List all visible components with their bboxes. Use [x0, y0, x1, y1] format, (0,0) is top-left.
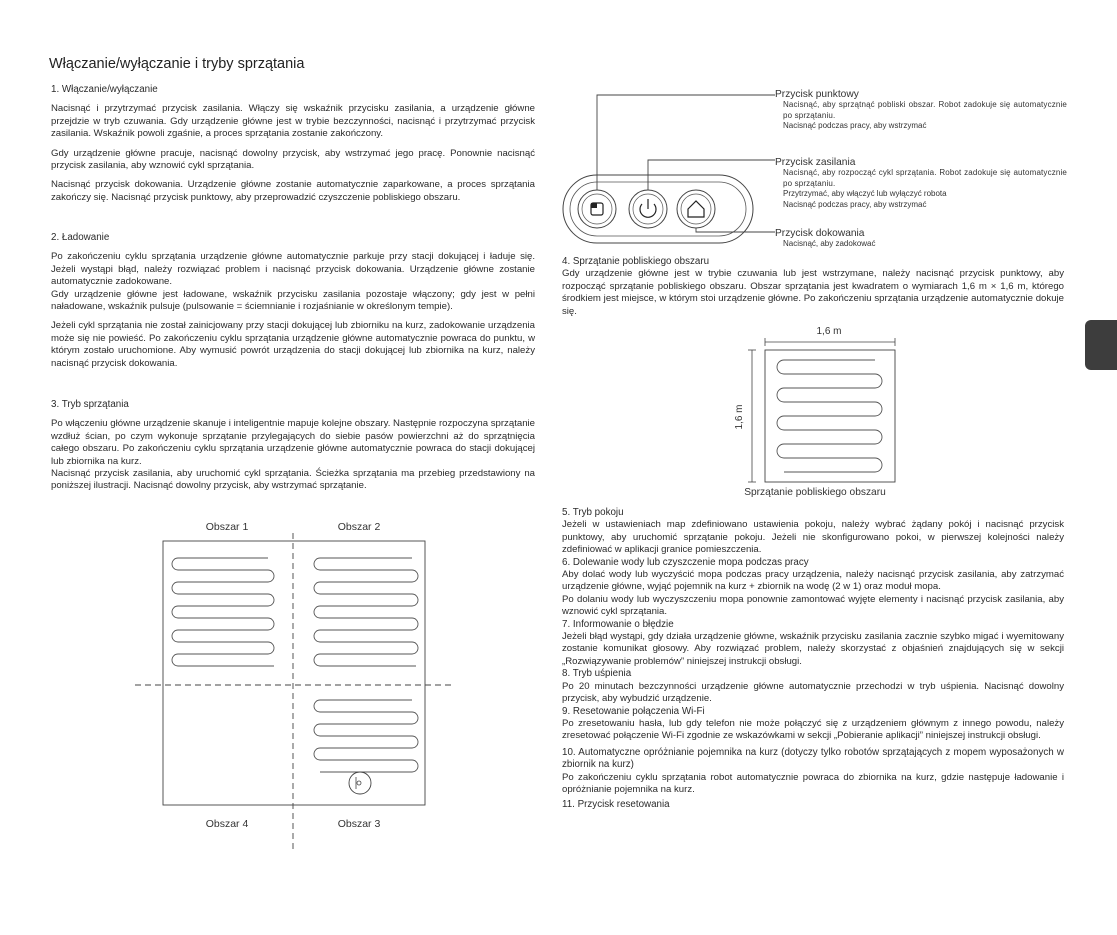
- home-icon: [688, 201, 704, 217]
- power-button-callout: [775, 157, 1067, 210]
- power-button-desc: Nacisnąć, aby rozpocząć cykl sprzątania. Robot zadokuje się automatycznie po sprzątaniu.: [783, 168, 1067, 188]
- section-9-heading: 9. Resetowanie połączenia Wi-Fi: [562, 705, 705, 717]
- section-6-paragraph: Po dolaniu wody lub wyczyszczeniu mopa ponownie zamontować wyjęte elementy i nacisnąć przycisk zasilania, aby wznowić cykl sprzątania.: [562, 593, 1064, 618]
- room-outline: [163, 541, 425, 805]
- section-2-heading: 2. Ładowanie: [51, 232, 110, 243]
- area-2-label: Obszar 2: [337, 521, 381, 533]
- power-button[interactable]: [629, 190, 667, 228]
- button-panel-diagram: [555, 85, 775, 260]
- section-5-paragraph: Jeżeli w ustawieniach map zdefiniowano ustawienia pokoju, należy wybrać żądany pokój i nacisnąć przycisk punktowy, aby uruchomić sprzątanie pokoju. Jeżeli nie skonfigurowano pokoi, w pierwszej kolejności należy zdefiniować w aplikacji granice pomieszczenia.: [562, 519, 1064, 556]
- area-3-label: Obszar 3: [337, 818, 381, 830]
- area-1-cleaning-path: [172, 558, 274, 666]
- area-4-label: Obszar 4: [205, 818, 249, 830]
- power-button-desc: Nacisnąć podczas pracy, aby wstrzymać: [783, 199, 927, 209]
- section-6-paragraph: Aby dolać wody lub wyczyścić mopa podczas pracy urządzenia, należy nacisnąć przycisk zasilania, aby zatrzymać urządzenie główne, wyjąć pojemnik na kurz + zbiornik na wodę (2 w 1) oraz moduł mopa.: [562, 569, 1064, 593]
- robot-icon: [349, 772, 371, 794]
- section-9-paragraph: Po zresetowaniu hasła, lub gdy telefon nie może połączyć się z urządzeniem głównym z innego powodu, należy zresetować połączenie Wi-Fi zgodnie ze wskazówkami w sekcji „Pobieranie aplikacji” niniejszej instrukcji obsługi.: [562, 717, 1064, 742]
- spot-button[interactable]: [578, 190, 616, 228]
- width-dimension-label: 1,6 m: [816, 326, 842, 337]
- section-charging: [51, 232, 535, 370]
- section-room-mode: [562, 507, 1064, 812]
- section-2-paragraph: Jeżeli cykl sprzątania nie został zainicjowany przy stacji dokującej lub zbiorniku na kurz, zadokowanie urządzenia może się nie powieść. Po zakończeniu cyklu sprzątania urządzenie główne automatycznie powraca do punktu, w którym zostało uruchomione. Aby wymusić powrót urządzenia do stacji dokującej lub zbiornika na kurz, należy nacisnąć przycisk dokowania.: [51, 320, 535, 369]
- spot-cleaning-path: [777, 360, 882, 472]
- power-button-desc: Przytrzymać, aby włączyć lub wyłączyć robota: [783, 189, 947, 198]
- section-on-off: [51, 84, 535, 204]
- dock-button[interactable]: [677, 190, 715, 228]
- section-cleaning-mode: [51, 399, 535, 493]
- section-2-paragraph: Po zakończeniu cyklu sprzątania urządzenie główne automatycznie parkuje przy stacji dokującej i ładuje się. Jeżeli wystąpi błąd, należy rozwiązać problem i nacisnąć przycisk dokowania. Urządzenie główne zostanie automatycznie zadokowane.: [51, 251, 535, 288]
- spot-button-desc: Nacisnąć podczas pracy, aby wstrzymać: [783, 121, 927, 130]
- section-8-heading: 8. Tryb uśpienia: [562, 668, 632, 680]
- spot-button-desc: Nacisnąć, aby sprzątnąć pobliski obszar. Robot zadokuje się automatycznie po sprzątaniu.: [783, 100, 1067, 120]
- section-6-heading: 6. Dolewanie wody lub czyszczenie mopa podczas pracy: [562, 556, 809, 568]
- section-4-paragraph: Gdy urządzenie główne jest w trybie czuwania lub jest wstrzymane, należy nacisnąć przycisk punktowy, aby rozpocząć sprzątanie pobliskiego obszaru. Obszar sprzątania jest kwadratem o wymiarach 1,6 m × 1,6 m, którego środkiem jest miejsce, w którym stoi urządzenie główne. Po zakończeniu sprzątania urządzenie automatycznie dokuje się.: [562, 268, 1064, 317]
- section-1-heading: 1. Włączanie/wyłączanie: [51, 84, 158, 95]
- dock-button-desc: Nacisnąć, aby zadokować: [783, 239, 876, 248]
- section-11-heading: 11. Przycisk resetowania: [562, 799, 670, 811]
- page-title: Włączanie/wyłączanie i tryby sprzątania: [49, 56, 305, 72]
- dock-button-callout: [775, 228, 1067, 250]
- power-button-title: Przycisk zasilania: [775, 157, 856, 168]
- area-3-cleaning-path: [314, 700, 418, 772]
- section-2-paragraph: Gdy urządzenie główne jest ładowane, wskaźnik przycisku zasilania pozostaje włączony; gdy jest w pełni naładowane, wskaźnik pulsuje (pulsowanie = ściemnianie i rozjaśnianie w określonym tempie).: [51, 288, 535, 313]
- section-3-paragraph: Po włączeniu główne urządzenie skanuje i inteligentnie mapuje kolejne obszary. Następnie rozpoczyna sprzątanie wzdłuż ścian, po czym wykonuje sprzątanie przylegających do siebie pasów powierzchni aż do sprzątnięcia całego obszaru. Po zakończeniu cyklu sprzątania urządzenie główne automatycznie powraca do stacji dokującej lub zbiornika na kurz.: [51, 418, 535, 467]
- section-5-heading: 5. Tryb pokoju: [562, 507, 624, 518]
- dock-button-title: Przycisk dokowania: [775, 228, 865, 239]
- page-edge-tab: [1085, 320, 1117, 370]
- section-3-heading: 3. Tryb sprzątania: [51, 399, 129, 410]
- section-10-paragraph: Po zakończeniu cyklu sprzątania robot automatycznie powraca do zbiornika na kurz, gdzie następuje ładowanie i opróżnianie pojemnika na kurz.: [562, 771, 1064, 795]
- spot-area-diagram: [725, 320, 905, 505]
- section-4-heading: 4. Sprzątanie pobliskiego obszaru: [562, 256, 710, 267]
- spot-button-title: Przycisk punktowy: [775, 89, 859, 100]
- height-dimension-label: 1,6 m: [734, 404, 745, 430]
- spot-figure-caption: Sprzątanie pobliskiego obszaru: [744, 487, 886, 498]
- spot-leader-line: [597, 95, 775, 190]
- spot-button-callout: [775, 89, 1067, 132]
- section-10-heading: 10. Automatyczne opróżnianie pojemnika na kurz (dotyczy tylko robotów sprzątających z mopem wyposażonych w zbiornik na kurz): [562, 746, 1064, 771]
- section-7-paragraph: Jeżeli błąd wystąpi, gdy działa urządzenie główne, wskaźnik przycisku zasilania zacznie szybko migać i wyemitowany zostanie komunikat głosowy. Aby rozwiązać problem, należy skorzystać z objaśnień znajdujących się w sekcji „Rozwiązywanie problemów” niniejszej instrukcji obsługi.: [562, 631, 1064, 667]
- section-7-heading: 7. Informowanie o błędzie: [562, 618, 674, 630]
- cleaning-areas-diagram: [130, 515, 460, 855]
- area-1-label: Obszar 1: [205, 521, 249, 533]
- section-1-paragraph: Nacisnąć i przytrzymać przycisk zasilania. Włączy się wskaźnik przycisku zasilania, a urządzenie główne przejdzie w tryb czuwania. Gdy urządzenie główne jest w trybie bezczynności, nacisnąć i przytrzymać przycisk zasilania. Wskaźnik powoli zgaśnie, a proces sprzątania zostanie zakończony.: [51, 103, 535, 140]
- section-1-paragraph: Nacisnąć przycisk dokowania. Urządzenie główne zostanie automatycznie zaparkowane, a proces sprzątania zakończy się. Nacisnąć przycisk punktowy, aby przeprowadzić czyszczenie pobliskiego obszaru.: [51, 179, 535, 203]
- section-spot-cleaning: [562, 256, 1064, 318]
- section-8-paragraph: Po 20 minutach bezczynności urządzenie główne automatycznie przechodzi w tryb uśpienia. Nacisnąć dowolny przycisk, aby wybudzić urządzenie.: [562, 680, 1064, 705]
- section-1-paragraph: Gdy urządzenie główne pracuje, nacisnąć dowolny przycisk, aby wstrzymać jego pracę. Ponownie nacisnąć przycisk zasilania, aby wznowić cykl sprzątania.: [51, 147, 535, 172]
- area-2-cleaning-path: [314, 558, 418, 666]
- section-3-paragraph: Nacisnąć przycisk zasilania, aby uruchomić cykl sprzątania. Ścieżka sprzątania ma przebieg przedstawiony na poniższej ilustracji. Nacisnąć dowolny przycisk, aby wstrzymać sprzątanie.: [51, 468, 535, 492]
